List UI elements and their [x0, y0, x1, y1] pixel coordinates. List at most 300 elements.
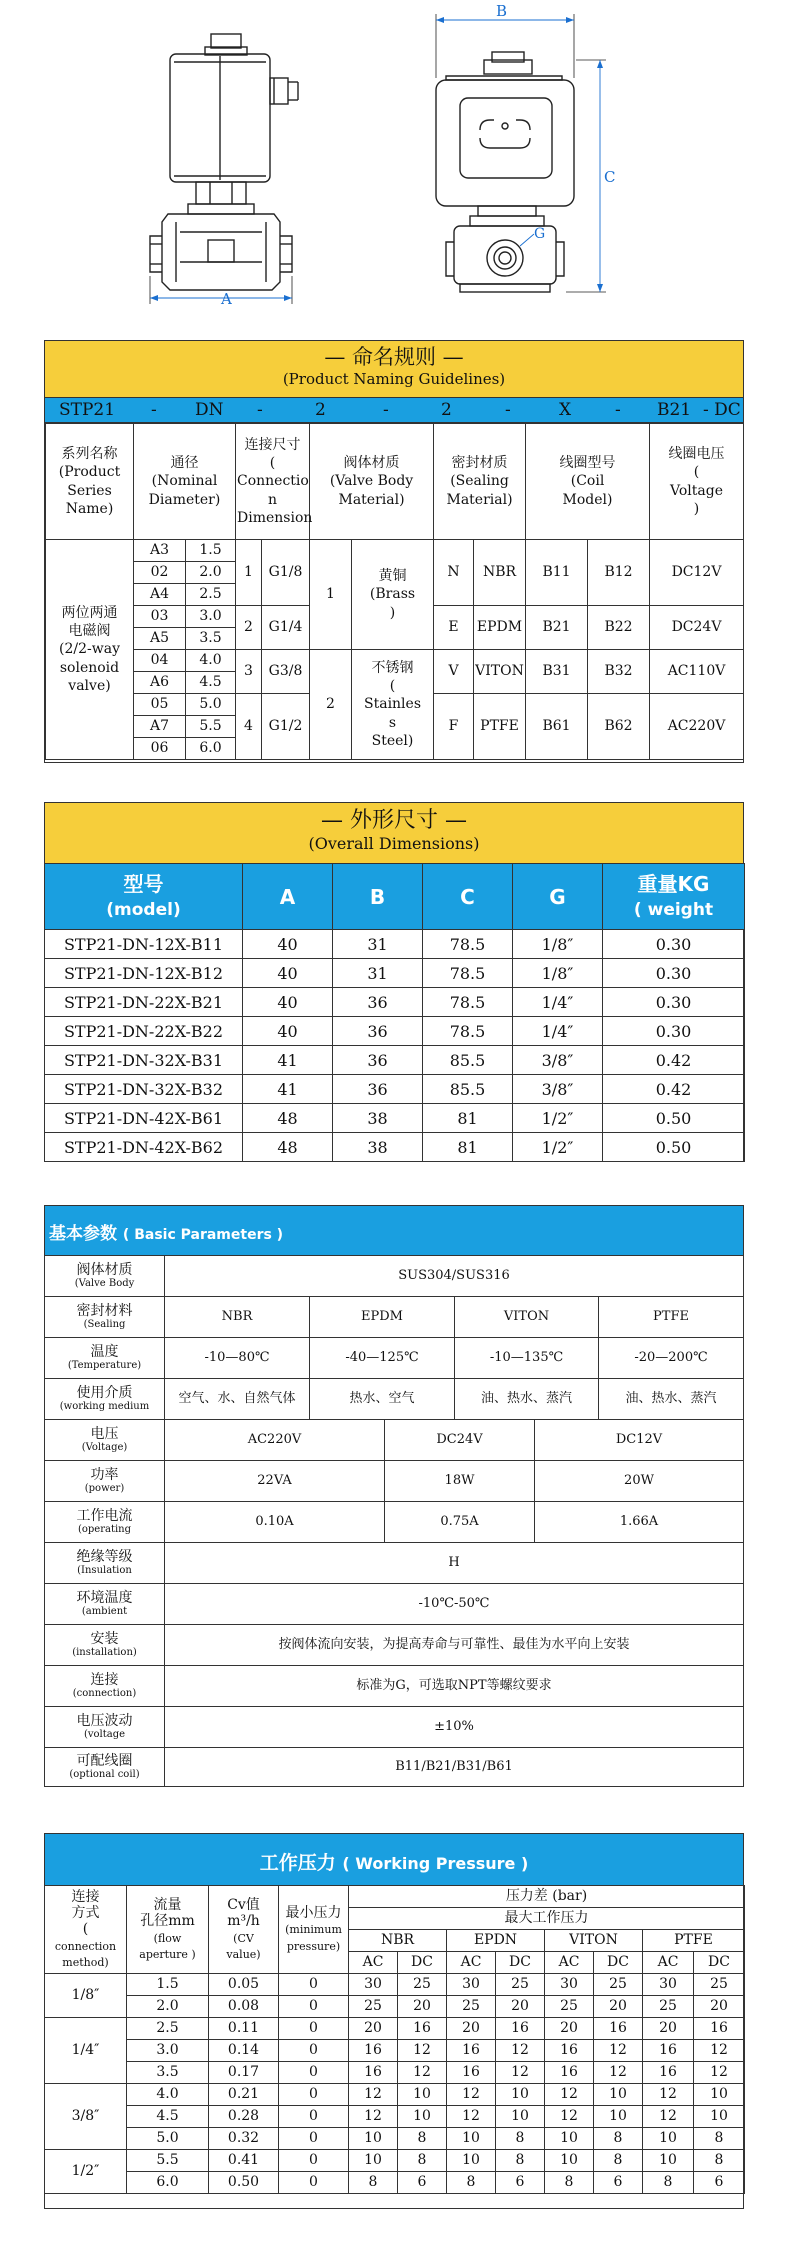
header-dc: DC [694, 1952, 745, 1974]
dims-table [44, 863, 745, 1162]
table-cell: 0.30 [603, 1017, 745, 1046]
param-value: 油、热水、蒸汽 [455, 1379, 599, 1419]
table-cell: 85.5 [423, 1075, 513, 1104]
text-line: (connection) [72, 1688, 137, 1700]
table-cell: 20 [545, 2018, 594, 2040]
text-line: (Valve Body [74, 1278, 135, 1290]
table-row [45, 1543, 743, 1584]
table-cell: 0.28 [209, 2106, 279, 2128]
diameter-value: 3.5 [186, 628, 236, 650]
param-value: 0.75A [385, 1502, 535, 1542]
table-cell: 10 [643, 2128, 694, 2150]
table-cell: 25 [643, 1996, 694, 2018]
header-ac: AC [349, 1952, 398, 1974]
table-row [45, 1974, 745, 1996]
header-cv [209, 1886, 279, 1974]
table-cell: 0.08 [209, 1996, 279, 2018]
text-line: Diameter) [148, 491, 221, 508]
naming-guidelines [44, 340, 744, 763]
coil-model: B31 [526, 650, 588, 694]
valve-front-view [150, 34, 298, 290]
basic-parameters [44, 1205, 744, 1787]
text-line: 型号 [123, 872, 164, 897]
table-cell: 30 [447, 1974, 496, 1996]
text-line: (ambient [81, 1606, 128, 1618]
diameter-value: 2.0 [186, 562, 236, 584]
table-row [45, 2018, 745, 2040]
text-line: 方式 [71, 1905, 100, 1922]
param-value: 按阀体流向安装，为提高寿命与可靠性、最佳为水平向上安装 [278, 1636, 630, 1652]
table-cell: 4.0 [127, 2084, 209, 2106]
dim-c-label: C [604, 168, 616, 186]
header-connection [236, 424, 313, 540]
text-line: m³/h [227, 1913, 260, 1930]
diameter-value: 1.5 [186, 540, 236, 562]
connection-method: 1/8″ [45, 1974, 127, 2018]
naming-table [45, 423, 744, 760]
code-part: X [559, 400, 572, 420]
param-value: H [448, 1554, 460, 1570]
table-cell: 12 [545, 2106, 594, 2128]
header-min-pressure [279, 1886, 349, 1974]
text-line: Connectio [237, 473, 309, 490]
table-cell: STP21-DN-32X-B31 [45, 1046, 243, 1075]
text-line: 重量KG [637, 872, 710, 897]
header-model [45, 864, 243, 930]
param-label [45, 1338, 165, 1378]
table-cell: 5.0 [127, 2128, 209, 2150]
table-row [45, 1584, 743, 1625]
header-ac: AC [643, 1952, 694, 1974]
table-cell: 41 [243, 1046, 333, 1075]
text-line: (Sealing [83, 1319, 126, 1331]
text-line: 孔径mm [140, 1913, 195, 1930]
param-label [45, 1543, 165, 1583]
table-cell: 1/2″ [513, 1104, 603, 1133]
text-line: Name) [65, 500, 114, 517]
param-label [45, 1379, 165, 1419]
text-line: connection [54, 1939, 117, 1953]
pressure-title-cn: 工作压力 [259, 1852, 336, 1874]
dims-title-en: (Overall Dimensions) [308, 834, 480, 854]
table-cell: 6 [594, 2172, 643, 2194]
table-cell: 12 [447, 2106, 496, 2128]
diameter-code: A5 [134, 628, 186, 650]
table-cell: 30 [545, 1974, 594, 1996]
table-cell: 10 [496, 2106, 545, 2128]
text-line: Dimension [237, 509, 313, 526]
table-row [45, 1748, 743, 1786]
text-line: 连接 [71, 1889, 100, 1906]
coil-model: B22 [588, 606, 650, 650]
table-cell: 0 [279, 2018, 349, 2040]
table-row [45, 1461, 743, 1502]
connection-method: 1/4″ [45, 2018, 127, 2084]
table-cell: 20 [643, 2018, 694, 2040]
param-value: 1.66A [619, 1513, 659, 1529]
header-connection [45, 1886, 127, 1974]
param-value: 20W [624, 1472, 654, 1488]
table-cell: 20 [496, 1996, 545, 2018]
header-ac: AC [447, 1952, 496, 1974]
table-cell: 16 [545, 2040, 594, 2062]
table-cell: 0.32 [209, 2128, 279, 2150]
table-cell: 12 [643, 2106, 694, 2128]
table-cell: 20 [349, 2018, 398, 2040]
table-cell: 0 [279, 2040, 349, 2062]
connection-code: 4 [236, 694, 262, 760]
pressure-title-en: ( Working Pressure ) [342, 1854, 529, 1873]
param-label [45, 1297, 165, 1337]
header-dc: DC [398, 1952, 447, 1974]
text-line: Material) [338, 491, 405, 508]
param-label [45, 1461, 165, 1501]
param-label [45, 1666, 165, 1706]
table-cell: 3/8″ [513, 1075, 603, 1104]
table-cell: 10 [545, 2128, 594, 2150]
text-line: (Nominal [151, 473, 218, 490]
text-line: ( weight [633, 900, 714, 921]
text-line: 环境温度 [76, 1590, 133, 1607]
diameter-value: 5.0 [186, 694, 236, 716]
pressure-table [44, 1885, 745, 2194]
table-cell: 10 [447, 2150, 496, 2172]
header-a: A [243, 864, 333, 930]
table-cell: 0.50 [209, 2172, 279, 2194]
code-part: STP21 [59, 400, 116, 420]
table-cell: 8 [594, 2128, 643, 2150]
table-cell: 25 [398, 1974, 447, 1996]
table-cell: STP21-DN-32X-B32 [45, 1075, 243, 1104]
dim-g-label: G [534, 226, 546, 242]
text-line: value) [226, 1947, 261, 1961]
table-cell: 10 [694, 2106, 745, 2128]
table-cell: 10 [496, 2084, 545, 2106]
table-row [45, 2172, 745, 2194]
table-cell: 8 [545, 2172, 594, 2194]
text-line: 流量 [153, 1897, 182, 1914]
table-cell: 8 [398, 2150, 447, 2172]
coil-model: B62 [588, 694, 650, 760]
table-cell: 78.5 [423, 988, 513, 1017]
table-row [45, 2106, 745, 2128]
diameter-value: 2.5 [186, 584, 236, 606]
header-material: EPDN [447, 1930, 545, 1952]
connection-code: 2 [236, 606, 262, 650]
table-cell: 8 [694, 2150, 745, 2172]
code-part: - [383, 400, 389, 420]
table-row [45, 1502, 743, 1543]
table-cell: 12 [594, 2040, 643, 2062]
table-row [45, 2062, 745, 2084]
header-body [310, 424, 434, 540]
table-cell: 25 [694, 1974, 745, 1996]
table-row [45, 1046, 745, 1075]
param-value: ±10% [434, 1718, 474, 1734]
text-line: 系列名称 [61, 446, 118, 463]
table-cell: 16 [594, 2018, 643, 2040]
body-code: 1 [310, 540, 352, 650]
table-cell: 2.5 [127, 2018, 209, 2040]
series-name-cell [46, 540, 134, 760]
body-name [352, 540, 434, 650]
table-cell: 0 [279, 2150, 349, 2172]
dims-title-cn: — 外形尺寸 — [321, 808, 467, 833]
diameter-value: 6.0 [186, 738, 236, 760]
voltage-value: DC12V [650, 540, 744, 606]
text-line: (Coil [570, 473, 605, 490]
text-line: ( [693, 464, 700, 481]
table-cell: 0 [279, 2062, 349, 2084]
param-value: EPDM [310, 1297, 455, 1337]
param-value: AC220V [165, 1420, 385, 1460]
text-line: 连接 [90, 1672, 119, 1689]
param-value: NBR [165, 1297, 310, 1337]
table-cell: 6 [496, 2172, 545, 2194]
table-cell: 3.0 [127, 2040, 209, 2062]
table-cell: 1/8″ [513, 930, 603, 959]
table-cell: 12 [694, 2062, 745, 2084]
table-cell: 16 [643, 2040, 694, 2062]
dim-a-label: A [221, 290, 232, 308]
table-cell: 78.5 [423, 959, 513, 988]
diameter-value: 4.0 [186, 650, 236, 672]
code-part: - [257, 400, 263, 420]
table-cell: 0.50 [603, 1133, 745, 1162]
connection-size: G1/4 [262, 606, 310, 650]
table-cell: 10 [643, 2150, 694, 2172]
table-cell: 78.5 [423, 930, 513, 959]
text-line: valve) [68, 677, 111, 694]
table-cell: 16 [398, 2018, 447, 2040]
sealing-code: E [434, 606, 474, 650]
text-line: ( [269, 455, 276, 472]
diameter-code: 06 [134, 738, 186, 760]
table-row [45, 2150, 745, 2172]
coil-model: B12 [588, 540, 650, 606]
table-cell: 20 [694, 1996, 745, 2018]
text-line: 连接尺寸 [244, 437, 301, 454]
table-row [45, 1338, 743, 1379]
diameter-code: A4 [134, 584, 186, 606]
technical-drawing [0, 0, 790, 320]
table-cell: 6.0 [127, 2172, 209, 2194]
table-cell: 48 [243, 1133, 333, 1162]
diameter-code: 02 [134, 562, 186, 584]
table-cell: 0.21 [209, 2084, 279, 2106]
table-row [45, 1625, 743, 1666]
code-part: B21 [657, 400, 692, 420]
table-row [45, 2084, 745, 2106]
table-row [45, 1297, 743, 1338]
diameter-code: A7 [134, 716, 186, 738]
text-line: 阀体材质 [76, 1262, 133, 1279]
param-label [45, 1625, 165, 1665]
table-cell: 25 [447, 1996, 496, 2018]
diameter-code: 03 [134, 606, 186, 628]
table-row [45, 1017, 745, 1046]
table-cell: 30 [349, 1974, 398, 1996]
table-row [45, 1075, 745, 1104]
table-cell: 78.5 [423, 1017, 513, 1046]
text-line: Series [67, 482, 112, 499]
table-cell: 0 [279, 2106, 349, 2128]
table-cell: 12 [447, 2084, 496, 2106]
table-cell: 5.5 [127, 2150, 209, 2172]
param-value: PTFE [653, 1308, 689, 1324]
diameter-code: 05 [134, 694, 186, 716]
diameter-code: A6 [134, 672, 186, 694]
table-cell: 2.0 [127, 1996, 209, 2018]
param-value: -10—135℃ [455, 1338, 599, 1378]
table-cell: 10 [349, 2128, 398, 2150]
connection-method: 3/8″ [45, 2084, 127, 2150]
working-pressure [44, 1833, 744, 2209]
table-cell: 8 [694, 2128, 745, 2150]
text-line: 最小压力 [285, 1905, 342, 1922]
coil-model: B21 [526, 606, 588, 650]
connection-size: G3/8 [262, 650, 310, 694]
table-cell: 6 [694, 2172, 745, 2194]
text-line: 可配线圈 [76, 1753, 133, 1770]
pressure-title [45, 1834, 743, 1886]
table-cell: 40 [243, 1017, 333, 1046]
param-value: 标准为G，可选取NPT等螺纹要求 [356, 1677, 552, 1693]
table-cell: 12 [349, 2106, 398, 2128]
table-cell: 3.5 [127, 2062, 209, 2084]
table-cell: 10 [594, 2106, 643, 2128]
sealing-code: N [434, 540, 474, 606]
text-line: (voltage [83, 1729, 126, 1741]
table-cell: 0.41 [209, 2150, 279, 2172]
table-cell: 0.50 [603, 1104, 745, 1133]
table-cell: 0.30 [603, 959, 745, 988]
table-row [45, 1379, 743, 1420]
param-value: DC12V [615, 1431, 663, 1447]
table-row [45, 2128, 745, 2150]
header-pressure-diff: 压力差 (bar) [349, 1886, 745, 1908]
param-value: 热水、空气 [310, 1379, 455, 1419]
table-cell: 16 [694, 2018, 745, 2040]
connection-size: G1/2 [262, 694, 310, 760]
header-series [46, 424, 134, 540]
text-line: (flow [153, 1931, 182, 1945]
table-cell: 0 [279, 2128, 349, 2150]
body-code: 2 [310, 650, 352, 760]
table-cell: 12 [496, 2062, 545, 2084]
text-line: 工作电流 [76, 1508, 133, 1525]
voltage-value: AC110V [650, 650, 744, 694]
table-cell: 36 [333, 1017, 423, 1046]
table-cell: STP21-DN-12X-B12 [45, 959, 243, 988]
text-line: 黄铜 [378, 568, 407, 585]
text-line: (CV [233, 1931, 254, 1945]
param-label [45, 1256, 165, 1296]
text-line: 线圈电压 [668, 446, 725, 463]
coil-model: B11 [526, 540, 588, 606]
text-line: 两位两通 [61, 605, 118, 622]
table-cell: 16 [447, 2062, 496, 2084]
text-line: 通径 [170, 455, 199, 472]
text-line: solenoid [59, 659, 120, 676]
table-cell: 20 [594, 1996, 643, 2018]
table-cell: 1/2″ [513, 1133, 603, 1162]
param-value: 油、热水、蒸汽 [625, 1390, 717, 1406]
table-cell: 36 [333, 988, 423, 1017]
table-cell: 16 [447, 2040, 496, 2062]
code-part: - DC [703, 400, 741, 420]
table-cell: 16 [349, 2062, 398, 2084]
table-row [45, 930, 745, 959]
sealing-name: NBR [474, 540, 526, 606]
header-dc: DC [496, 1952, 545, 1974]
param-label [45, 1420, 165, 1460]
header-c: C [423, 864, 513, 930]
table-cell: 8 [349, 2172, 398, 2194]
table-row [45, 1666, 743, 1707]
basic-title-cn: 基本参数 [49, 1224, 117, 1244]
connection-method: 1/2″ [45, 2150, 127, 2194]
code-part: 2 [441, 400, 452, 420]
diameter-code: A3 [134, 540, 186, 562]
text-line: 阀体材质 [343, 455, 400, 472]
text-line: 电压 [90, 1426, 119, 1443]
text-line: (operating [77, 1524, 132, 1536]
table-cell: 0 [279, 2172, 349, 2194]
sealing-name: VITON [474, 650, 526, 694]
table-cell: 4.5 [127, 2106, 209, 2128]
table-row [45, 1133, 745, 1162]
table-cell: 25 [594, 1974, 643, 1996]
table-cell: 12 [594, 2062, 643, 2084]
text-line: 绝缘等级 [76, 1549, 133, 1566]
text-line: 密封材质 [451, 455, 508, 472]
header-max-pressure: 最大工作压力 [349, 1908, 745, 1930]
table-row [45, 988, 745, 1017]
connection-code: 1 [236, 540, 262, 606]
table-cell: 10 [447, 2128, 496, 2150]
param-value: -20—200℃ [634, 1349, 708, 1365]
table-cell: 10 [545, 2150, 594, 2172]
text-line: 电压波动 [76, 1713, 133, 1730]
sealing-code: V [434, 650, 474, 694]
coil-model: B32 [588, 650, 650, 694]
text-line: 密封材料 [76, 1303, 133, 1320]
sealing-code: F [434, 694, 474, 760]
text-line: Voltage [670, 482, 723, 499]
table-cell: 0.42 [603, 1075, 745, 1104]
table-cell: 10 [398, 2106, 447, 2128]
table-cell: 16 [496, 2018, 545, 2040]
table-cell: 3/8″ [513, 1046, 603, 1075]
table-cell: 31 [333, 959, 423, 988]
param-label [45, 1502, 165, 1542]
text-line: (minimum [285, 1923, 342, 1937]
voltage-value: AC220V [650, 694, 744, 760]
table-cell: 0.30 [603, 930, 745, 959]
table-cell: 1/4″ [513, 988, 603, 1017]
param-value: 22VA [165, 1461, 385, 1501]
text-line: (power) [84, 1483, 125, 1495]
text-line: (2/2-way [59, 641, 120, 658]
table-cell: 0.11 [209, 2018, 279, 2040]
header-material: PTFE [643, 1930, 745, 1952]
sealing-name: EPDM [474, 606, 526, 650]
text-line: ) [389, 604, 396, 621]
text-line: (Insulation [77, 1565, 132, 1577]
naming-title-en: (Product Naming Guidelines) [282, 370, 506, 389]
text-line: (Sealing [450, 473, 509, 490]
